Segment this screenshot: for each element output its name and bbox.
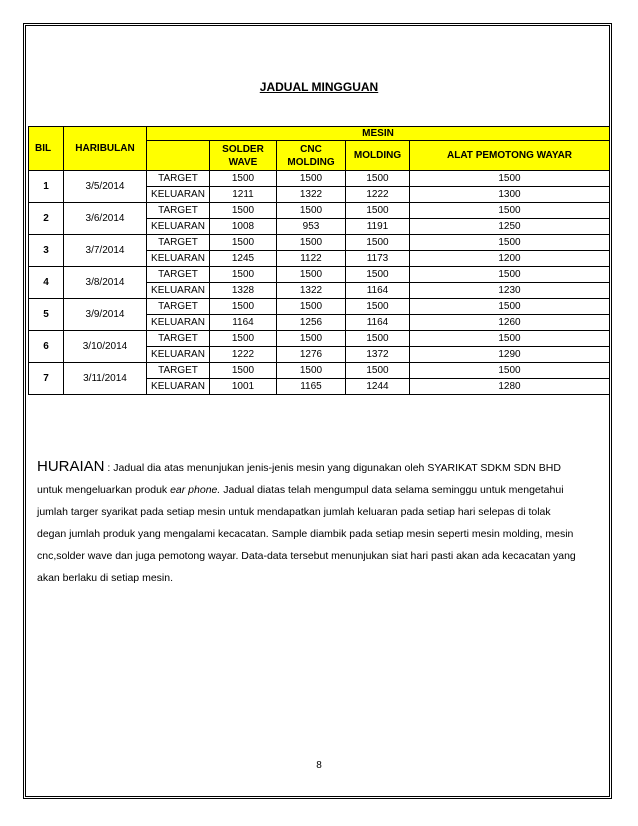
- cell-bil: 3: [29, 235, 64, 267]
- cell-keluaran-value: 1256: [277, 315, 346, 331]
- cell-target-value: 1500: [410, 299, 610, 315]
- cell-keluaran-label: KELUARAN: [147, 347, 210, 363]
- cell-target-value: 1500: [346, 299, 410, 315]
- cell-target-value: 1500: [410, 267, 610, 283]
- table-row-target: [29, 299, 610, 315]
- cell-keluaran-value: 1322: [277, 187, 346, 203]
- cell-target-value: 1500: [210, 299, 277, 315]
- description-text-before: Jadual dia atas menunjukan jenis-jenis mesin yang digunakan oleh SYARIKAT SDKM SDN BHD untuk mengeluarkan produk: [37, 462, 561, 496]
- cell-target-value: 1500: [210, 363, 277, 379]
- table-row-target: [29, 331, 610, 347]
- cell-keluaran-value: 1230: [410, 283, 610, 299]
- header-blank: [147, 141, 210, 171]
- cell-target-value: 1500: [277, 203, 346, 219]
- cell-date: 3/8/2014: [64, 267, 147, 299]
- cell-keluaran-value: 1222: [210, 347, 277, 363]
- cell-target-value: 1500: [410, 171, 610, 187]
- description-text-after: Jadual diatas telah mengumpul data selama seminggu untuk mengetahui jumlah targer syarikat pada setiap mesin untuk mendapatkan jumlah keluaran pada setiap hari selepas di tolak degan jumlah produk yang mengalami kecacatan. Sample diambik pada setiap mesin seperti mesin molding, mesin cnc,solder wave dan juga pemotong wayar. Data-data tersebut menunjukan siat hari pasti akan ada kecacatan yang akan berlaku di setiap mesin.: [37, 484, 576, 584]
- header-bil: BIL: [29, 127, 64, 171]
- cell-target-value: 1500: [346, 203, 410, 219]
- cell-keluaran-value: 1165: [277, 379, 346, 395]
- cell-keluaran-value: 1200: [410, 251, 610, 267]
- cell-target-value: 1500: [210, 267, 277, 283]
- cell-bil: 2: [29, 203, 64, 235]
- cell-keluaran-value: 1276: [277, 347, 346, 363]
- cell-target-value: 1500: [277, 171, 346, 187]
- cell-keluaran-value: 1290: [410, 347, 610, 363]
- cell-date: 3/10/2014: [64, 331, 147, 363]
- cell-keluaran-value: 1244: [346, 379, 410, 395]
- cell-keluaran-value: 1173: [346, 251, 410, 267]
- cell-keluaran-value: 1211: [210, 187, 277, 203]
- weekly-table: [28, 126, 610, 395]
- cell-keluaran-value: 953: [277, 219, 346, 235]
- cell-keluaran-value: 1245: [210, 251, 277, 267]
- cell-bil: 7: [29, 363, 64, 395]
- cell-keluaran-value: 1322: [277, 283, 346, 299]
- cell-bil: 4: [29, 267, 64, 299]
- cell-target-value: 1500: [346, 331, 410, 347]
- cell-bil: 5: [29, 299, 64, 331]
- header-machine-1: SOLDER WAVE: [210, 141, 277, 171]
- cell-keluaran-label: KELUARAN: [147, 187, 210, 203]
- cell-target-label: TARGET: [147, 235, 210, 251]
- cell-keluaran-value: 1008: [210, 219, 277, 235]
- header-machine-3: MOLDING: [346, 141, 410, 171]
- cell-target-label: TARGET: [147, 331, 210, 347]
- cell-keluaran-label: KELUARAN: [147, 219, 210, 235]
- header-haribulan: HARIBULAN: [64, 127, 147, 171]
- header-machine-4: ALAT PEMOTONG WAYAR: [410, 141, 610, 171]
- cell-target-value: 1500: [277, 299, 346, 315]
- description-separator: :: [104, 462, 114, 474]
- cell-target-value: 1500: [210, 235, 277, 251]
- cell-date: 3/6/2014: [64, 203, 147, 235]
- cell-keluaran-value: 1372: [346, 347, 410, 363]
- cell-target-value: 1500: [277, 235, 346, 251]
- cell-target-label: TARGET: [147, 267, 210, 283]
- cell-keluaran-label: KELUARAN: [147, 379, 210, 395]
- table-row-target: [29, 171, 610, 187]
- cell-target-value: 1500: [210, 203, 277, 219]
- cell-target-value: 1500: [410, 235, 610, 251]
- cell-bil: 1: [29, 171, 64, 203]
- cell-keluaran-label: KELUARAN: [147, 283, 210, 299]
- table-body: [29, 171, 610, 395]
- header-machine-2: CNC MOLDING: [277, 141, 346, 171]
- cell-keluaran-value: 1122: [277, 251, 346, 267]
- page-title: JADUAL MINGGUAN: [259, 80, 379, 94]
- page-number: 8: [316, 760, 322, 771]
- header-mesin: MESIN: [147, 127, 610, 141]
- cell-keluaran-value: 1164: [346, 315, 410, 331]
- cell-keluaran-label: KELUARAN: [147, 315, 210, 331]
- cell-target-value: 1500: [277, 267, 346, 283]
- cell-keluaran-value: 1260: [410, 315, 610, 331]
- table-row-target: [29, 267, 610, 283]
- cell-target-label: TARGET: [147, 203, 210, 219]
- cell-keluaran-value: 1164: [210, 315, 277, 331]
- cell-target-value: 1500: [346, 171, 410, 187]
- cell-date: 3/5/2014: [64, 171, 147, 203]
- cell-target-value: 1500: [346, 363, 410, 379]
- cell-keluaran-label: KELUARAN: [147, 251, 210, 267]
- cell-target-value: 1500: [410, 203, 610, 219]
- cell-target-value: 1500: [210, 331, 277, 347]
- cell-target-value: 1500: [277, 331, 346, 347]
- description-lead: HURAIAN: [37, 458, 105, 475]
- cell-keluaran-value: 1280: [410, 379, 610, 395]
- cell-target-value: 1500: [277, 363, 346, 379]
- cell-target-value: 1500: [346, 267, 410, 283]
- table-row-target: [29, 363, 610, 379]
- description-emphasis: ear phone.: [170, 484, 221, 496]
- table-row-target: [29, 235, 610, 251]
- cell-target-value: 1500: [410, 363, 610, 379]
- cell-target-label: TARGET: [147, 363, 210, 379]
- cell-keluaran-value: 1250: [410, 219, 610, 235]
- cell-keluaran-value: 1191: [346, 219, 410, 235]
- cell-date: 3/7/2014: [64, 235, 147, 267]
- cell-target-label: TARGET: [147, 171, 210, 187]
- cell-date: 3/11/2014: [64, 363, 147, 395]
- description-paragraph: [37, 456, 577, 589]
- cell-bil: 6: [29, 331, 64, 363]
- cell-target-value: 1500: [346, 235, 410, 251]
- cell-target-label: TARGET: [147, 299, 210, 315]
- cell-date: 3/9/2014: [64, 299, 147, 331]
- cell-keluaran-value: 1300: [410, 187, 610, 203]
- table-row-target: [29, 203, 610, 219]
- cell-target-value: 1500: [410, 331, 610, 347]
- cell-keluaran-value: 1222: [346, 187, 410, 203]
- cell-target-value: 1500: [210, 171, 277, 187]
- cell-keluaran-value: 1328: [210, 283, 277, 299]
- cell-keluaran-value: 1164: [346, 283, 410, 299]
- cell-keluaran-value: 1001: [210, 379, 277, 395]
